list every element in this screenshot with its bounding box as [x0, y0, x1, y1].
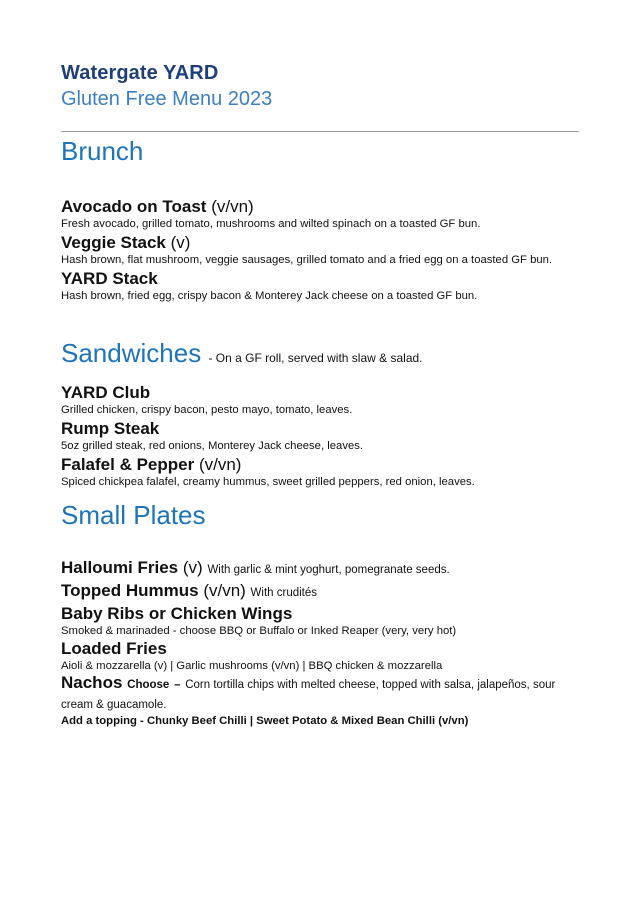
menu-item	[61, 581, 571, 603]
menu-item	[61, 383, 571, 417]
item-description: Hash brown, fried egg, crispy bacon & Monterey Jack cheese on a toasted GF bun.	[61, 290, 478, 302]
item-description: 5oz grilled steak, red onions, Monterey Jack cheese, leaves.	[61, 440, 364, 452]
header-divider	[61, 131, 579, 132]
item-description: Aioli & mozzarella (v) | Garlic mushrooms (v/vn) | BBQ chicken & mozzarella	[61, 660, 443, 672]
menu-item	[61, 233, 571, 267]
menu-item	[61, 639, 571, 673]
item-name: Halloumi Fries	[61, 558, 179, 577]
item-description: Smoked & marinaded - choose BBQ or Buffalo or Inked Reaper (very, very hot)	[61, 625, 457, 637]
menu-item	[61, 558, 571, 580]
menu-item	[61, 604, 571, 638]
item-name-line	[61, 233, 571, 253]
item-name: Avocado on Toast	[61, 197, 207, 216]
item-name: YARD Stack	[61, 269, 158, 288]
item-dash: –	[174, 679, 181, 691]
item-tag: (v/vn)	[198, 455, 242, 474]
sandwich-items	[61, 383, 571, 489]
item-tag: (v)	[170, 233, 191, 252]
item-tag: (v/vn)	[211, 197, 254, 216]
item-name: Topped Hummus	[61, 581, 199, 600]
item-name: YARD Club	[61, 383, 151, 402]
section-title-small-plates: Small Plates	[61, 500, 206, 530]
menu-item	[61, 674, 571, 712]
item-name: Rump Steak	[61, 419, 160, 438]
item-note: With crudités	[250, 587, 318, 599]
section-note: - On a GF roll, served with slaw & salad.	[208, 351, 423, 365]
menu-subtitle: Gluten Free Menu 2023	[61, 88, 273, 110]
topping-line: Add a topping - Chunky Beef Chilli | Sweet Potato & Mixed Bean Chilli (v/vn)	[61, 715, 469, 727]
item-description: Hash brown, flat mushroom, veggie sausages, grilled tomato and a fried egg on a toasted GF bun.	[61, 254, 553, 266]
item-name: Baby Ribs or Chicken Wings	[61, 604, 293, 623]
item-description: Fresh avocado, grilled tomato, mushrooms and wilted spinach on a toasted GF bun.	[61, 218, 481, 230]
menu-item	[61, 455, 571, 489]
menu-item	[61, 419, 571, 453]
small-plates-items	[61, 558, 571, 728]
item-name: Loaded Fries	[61, 639, 167, 658]
item-tag: (v)	[182, 558, 203, 577]
item-name: Veggie Stack	[61, 233, 166, 252]
item-note: Corn tortilla chips with melted cheese, topped with salsa, jalapeños, sour cream & guacamole.	[61, 679, 556, 711]
item-name-line	[61, 674, 571, 712]
item-description: Grilled chicken, crispy bacon, pesto mayo, tomato, leaves.	[61, 404, 353, 416]
item-tag: (v/vn)	[203, 581, 246, 600]
item-note: With garlic & mint yoghurt, pomegranate seeds.	[207, 564, 450, 576]
menu-item	[61, 269, 571, 303]
item-name-line	[61, 455, 571, 475]
section-title-sandwiches	[61, 338, 423, 373]
section-title-text: Sandwiches	[61, 338, 202, 368]
item-name-line	[61, 197, 571, 217]
menu-item	[61, 197, 571, 231]
item-name-line	[61, 581, 571, 603]
item-name: Falafel & Pepper	[61, 455, 195, 474]
item-name: Nachos	[61, 673, 123, 692]
brand-name: Watergate YARD	[61, 62, 219, 84]
section-title-brunch: Brunch	[61, 136, 144, 166]
item-name-line	[61, 558, 571, 580]
item-choose-label: Choose	[127, 679, 170, 691]
item-description: Spiced chickpea falafel, creamy hummus, sweet grilled peppers, red onion, leaves.	[61, 476, 475, 488]
brunch-items	[61, 197, 571, 303]
